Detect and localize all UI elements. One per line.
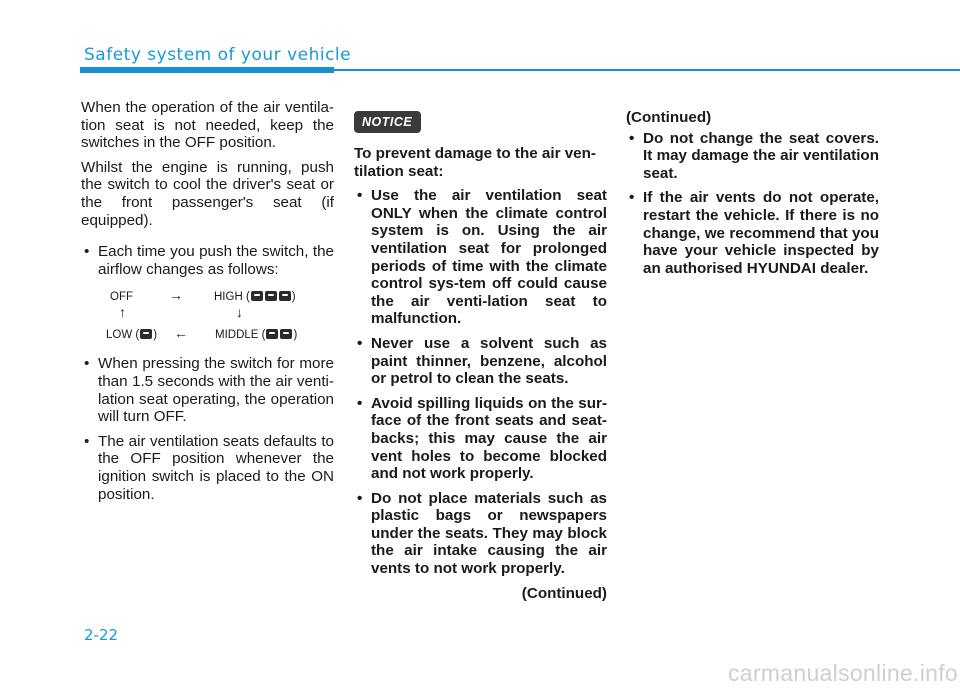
paragraph-push-switch: Whilst the engine is running, push the switch to cool the driver's seat or the front passenger's seat (if equipped). [81, 158, 334, 229]
bullet-defaults-off: • The air ventilation seats defaults to the OFF position whenever the ignition switch is placed to the ON position. [81, 433, 334, 503]
fan-level-icon [140, 329, 152, 339]
notice-bullet-list [354, 187, 607, 577]
fan-level-icon [251, 291, 263, 301]
continued-label: (Continued) [521, 584, 607, 602]
label-middle: MIDDLE ( ) [215, 329, 298, 342]
notice-bullet: • Do not change the seat covers. It may damage the air ventilation seat. [626, 130, 879, 183]
notice-bullet: • Do not place materials such as plastic bags or newspapers under the seats. They may block the air intake causing the air vents to not work properly. [354, 490, 607, 578]
bullet-list-left-2 [81, 355, 334, 503]
page-number: 2-22 [84, 626, 119, 644]
label-high: HIGH ( ) [214, 291, 296, 304]
fan-level-icon [265, 291, 277, 301]
bullet-long-press: • When pressing the switch for more than 1.5 seconds with the air venti-lation seat operating, the operation will turn OFF. [81, 355, 334, 425]
arrow-up-icon: ↑ [119, 304, 126, 321]
notice-bullet: • Use the air ventilation seat ONLY when the climate control system is on. Using the air ventilation seat for prolonged periods of time with the climate control sys-tem off could cause the air venti-lation seat to malfunction. [354, 187, 607, 328]
bullet-airflow-changes: • Each time you push the switch, the airflow changes as follows: [81, 243, 334, 278]
fan-level-icon [280, 329, 292, 339]
bullet-list-left [81, 243, 334, 278]
continued-heading: (Continued) [626, 109, 712, 126]
header-accent-bar [80, 67, 334, 73]
column-left [81, 99, 334, 510]
arrow-left-icon: ← [174, 325, 188, 342]
airflow-cycle-diagram [81, 285, 334, 347]
label-low: LOW ( ) [106, 329, 158, 342]
notice-bullet: • Never use a solvent such as paint thinner, benzene, alcohol or petrol to clean the seats. [354, 335, 607, 388]
fan-level-icon [279, 291, 291, 301]
paragraph-off-position: When the operation of the air ventila-tion seat is not needed, keep the switches in the OFF position. [81, 99, 334, 152]
arrow-down-icon: ↓ [236, 304, 243, 321]
notice-bullet: • Avoid spilling liquids on the sur-face of the front seats and seat-backs; this may cause the air vent holes to become blocked and not work properly. [354, 395, 607, 483]
arrow-right-icon: → [169, 287, 183, 304]
section-title: Safety system of your vehicle [84, 45, 352, 65]
column-right [626, 109, 879, 284]
header-rule [334, 69, 960, 71]
notice-bullet-list-continued [626, 130, 879, 278]
label-off: OFF [110, 291, 133, 304]
notice-badge: NOTICE [354, 111, 421, 133]
column-middle-content [354, 100, 607, 602]
notice-bullet: • If the air vents do not operate, restart the vehicle. If there is no change, we recommend that you have your vehicle inspected by an authorised HYUNDAI dealer. [626, 189, 879, 277]
fan-level-icon [266, 329, 278, 339]
watermark: carmanualsonline.info [727, 660, 958, 686]
notice-intro: To prevent damage to the air ven-tilation seat: [354, 145, 596, 180]
